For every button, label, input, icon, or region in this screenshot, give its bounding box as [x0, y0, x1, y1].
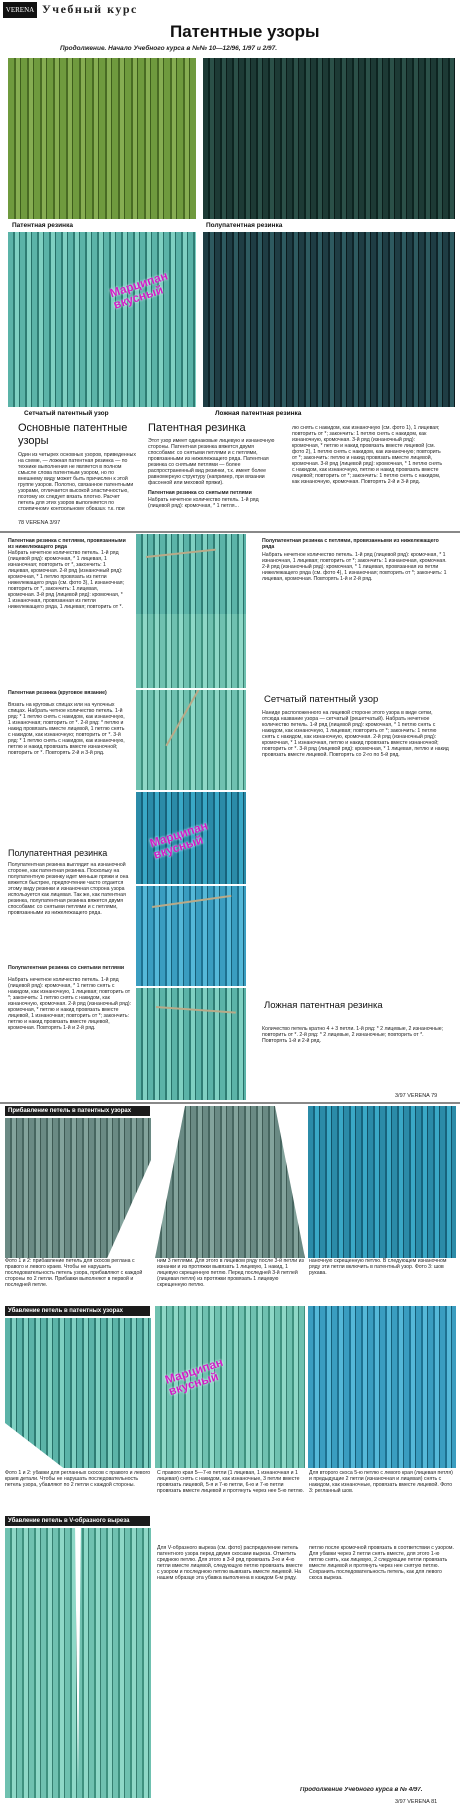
course-label: Учебный курс [42, 2, 138, 16]
add-title: Прибавление петель в патентных узорах [8, 1108, 132, 1114]
v-title-bar [5, 1516, 150, 1526]
photo-half-patent-rib [203, 58, 455, 219]
section-basic-title: Основные патентные узоры [18, 422, 128, 447]
p2-net-body: Наниде расположенного на лицевой стороне этого узора в виде сетки, отсюда название узора — сетчатый (решетчатый). Набрать нечетное количество петель. 1-й ряд (лицевой ряд): кромочная, * 1 петлю снять с накидом, как изнаночную, 1 лицевая; повторить от *; закончить: 1 петлю снять с накидом, как изнаночную, кромочная. 2-й ряд (изнаночный ряд): кромочная, * 1 изнаночная, петлю и накид провязать вместе изнаночной; повторить от *. 3-й ряд (лицевой ряд): кромочная, * 1 лицевая, петлю и накид провязать вместе лицевой. Повторять со 2-го по 5-й ряд. [262, 710, 449, 758]
section-patent-sub-title: Патентная резинка со снятыми петлями [148, 490, 252, 496]
add-title-bar [5, 1106, 150, 1116]
caption-false-patent: Ложная патентная резинка [215, 410, 302, 417]
add-body-1: Фото 1 и 2: прибавление петель для скосов реглана с правого и левого краев. Чтобы не нарушить последовательность петель узора, прибавляют с каждой стороны по 2 петли. Прибавки выполняют в первой и последней петле. [5, 1258, 143, 1288]
photo-4 [136, 690, 246, 790]
photo-dec-3 [308, 1306, 456, 1468]
caption-net-pattern: Сетчатый патентный узор [24, 410, 109, 417]
header-bar [0, 0, 460, 20]
p2-half-body: Полупатентная резинка выглядит на изнаночной стороне, как патентная резинка. Поскольку на полупатентную резинку идет меньше пряжи и она вяжется быстрее, предпочтение часто отдается этому виду резинки и изнаночная сторона узора используется как лицевая. Так же, как патентная резинка, полупатентная резинка вяжется двумя способами: со снятыми петлями и с петлями, провязанными из нижележащего ряда. [8, 862, 129, 916]
p2-patent-loops-body: Набрать нечетное количество петель. 1-й ряд (лицевой ряд): кромочная, * 1 лицевая, 1 изнаночная; повторить от *, закончить: 1 лицевая, кромочная. 2-й ряд (изнаночный ряд): кромочная, * 1 петлю провязать из петли нижележащего ряда (см. фото 3), 1 изнаночная; повторить от *, закончить: 1 лицевая, кромочная. 3-й ряд (лицевой ряд): кромочная, * 1 изнаночная, провязанная из петли нижележащего ряда, 1 лицевая; повторить от *. [8, 550, 124, 610]
dec-title-bar [5, 1306, 150, 1316]
section-patent-sub-body: Набрать нечетное количество петель. 1-й ряд (лицевой ряд): кромочная, * 1 петля... [148, 497, 259, 509]
photo-v-neck [5, 1528, 151, 1798]
section-patent-body: Этот узор имеет одинаковые лицевую и изнаночную стороны. Патентная резинка вяжется двумя способами: со снятыми петлями и с петлями, провязанными из нижележащего ряда. Патентная резинка со снятыми петлями — более распространенный вид резинки, т.к. имеет более равномерную структуру (например, при вязании фасонной или меховой пряжи). [148, 438, 275, 486]
page-divider-1 [0, 531, 460, 533]
page-number-78: 78 VERENA 3/97 [18, 520, 61, 526]
p2-half-title: Полупатентная резинка [8, 848, 108, 858]
page-number-81: 3/97 VERENA 81 [395, 1799, 438, 1805]
add-body-3: наночную скрещенную петлю. В следующем изнаночном ряду эти петли включить в патентный узор. Фото 3: шов рукава. [309, 1258, 447, 1276]
photo-3b [136, 614, 246, 688]
p2-round-title: Патентная резинка (круговое вязание) [8, 690, 107, 696]
caption-patent-rib: Патентная резинка [12, 222, 73, 229]
photo-6 [136, 886, 246, 986]
page-divider-2 [0, 1102, 460, 1104]
v-body-2: петлю после кромочной провязать в соответствии с узором. Для убавки через 2 петли снять вместе, для этого 1-ю петлю снять, как лицевую, 2 следующие петли провязать вместе лицевой и протянуть через нее снятую петлю. Сохранить последовательность петель, как для левого скоса выреза. [309, 1545, 454, 1581]
photo-add-3 [308, 1106, 456, 1258]
p2-patent-loops-title: Патентная резинка с петлями, провязанными из нижележащего ряда [8, 538, 126, 550]
section-patent-title: Патентная резинка [148, 422, 246, 434]
section-patent-continued: лю снять с накидом, как изнаночную (см. фото 1), 1 лицевая; повторить от *; закончить: 1 петлю снять с накидом, как изнаночную, кромочная. 3-й ряд (изнаночный ряд): кромочная, * петлю и накид провязать вместе лицевой (см. фото 2), 1 петлю снять с накидом, как изнаночную; повторить от *; закончить: петлю и накид провязать вместе лицевой, кромочная. 3-й ряд (лицевой ряд): кромочная, * 1 петлю снять с накидом, как изнаночную, петлю и накид провязать вместе лицевой; повторить от *; закончить: 1 петлю снять с накидом, как изнаночную, кромочная. Повторять 2-й и 3-й ряд. [292, 425, 442, 485]
photo-net-pattern [8, 232, 196, 407]
photo-dec-1 [5, 1318, 151, 1468]
photo-patent-rib [8, 58, 196, 219]
p2-false-title: Ложная патентная резинка [264, 1000, 383, 1011]
dec-title: Убавление петель в патентных узорах [8, 1308, 123, 1314]
p2-round-body: Вязать на круговых спицах или на чулочных спицах. Набрать четное количество петель. 1-й ряд: * 1 петлю снять с накидом, как изнаночную, 1 изнаночная; повторить от *. 2-й ряд: * петлю и накид провязать вместе лицевой, 1 петлю снять с накидом, как изнаночную; повторить от *. 3-й ряд: * 1 петлю снять с накидом, как изнаночную, петлю и накид провязать вместе изнаночной; повторить от *. Повторять 2-й и 3-й ряд. [8, 702, 125, 756]
photo-7 [136, 988, 246, 1100]
watermark-2: Марципан вкусный [147, 818, 210, 862]
photo-false-patent [203, 232, 455, 407]
dec-body-2: С правого края 5—7-ю петли (1 лицевая, 1 изнаночная и 1 лицевая) снять с накидом, как изнаночные, 3 петли вместе провязать лицевой, 5-я и 7-ю петли, 6-ю и 7-ю петли провязать вместе лицевой и протянуть через нее 5-ю петлю. [157, 1470, 304, 1494]
page-subtitle: Продолжение. Начало Учебного курса в №№ 10—12/96, 1/97 и 2/97. [60, 45, 278, 52]
p2-false-body: Количество петель кратно 4 + 3 петли. 1-й ряд: * 2 лицевые, 2 изнаночные; повторить от *. 2-й ряд: * 2 лицевые, 2 изнаночные; повторить от *. Повторять 1-й и 2-й ряд. [262, 1026, 444, 1044]
p2-net-title: Сетчатый патентный узор [264, 694, 379, 705]
v-title: Убавление петель в V-образного выреза [8, 1518, 130, 1524]
section-basic-body: Один из четырех основных узоров, приведенных на схеме, — ложная патентная резинка — по технике выполнения не является в полном смысле слова патентным узором, но по внешнему виду может быть причислен к этой группе узоров. Полотно, связанное патентными узорами, отличается высокой эластичностью, поэтому их следует вязать плотно. Расчет петель для этих узоров выполняется по стрипичному контрольному образцу, т.к. при [18, 452, 136, 510]
watermark-1: Марципан вкусный [107, 268, 170, 312]
caption-half-patent-rib: Полупатентная резинка [206, 222, 283, 229]
p2-half-loops-title: Полупатентная резинка с петлями, провязанными из нижележащего ряда [262, 538, 439, 550]
page-title: Патентные узоры [170, 22, 320, 41]
p2-half-loops-body: Набрать нечетное количество петель. 1-й ряд (лицевой ряд): кромочная, * 1 изнаночная, 1 лицевая; повторить от *; закончить: 1 изнаночная, кромочная. 2-й ряд (изнаночный ряд): кромочная, * 1 лицевая, провязанная из петли нижележащего ряда (см. фото 4), 1 изнаночная; повторить от *; закончить: 1 лицевая, кромочная. Повторять 1-й и 2-й ряд. [262, 552, 447, 582]
watermark-3: Марципан вкусный [163, 1354, 225, 1399]
dec-body-1: Фото 1 и 2: убавки для регланных скосов с правого и левого краев детали. Чтобы не нарушать последовательность петель узора, убавляют по 2 петли с каждой стороны. [5, 1470, 151, 1488]
continue-note: Продолжение Учебного курса в № 4/97. [300, 1787, 423, 1793]
p2-half2-body: Набрать нечетное количество петель. 1-й ряд (лицевой ряд): кромочная, * 1 петлю снять с накидом, как изнаночную, 1 лицевая; повторить от *; закончить: 1 петлю снять с накидом, как изнаночную, кромочная. 2-й ряд (изнаночный ряд): кромочная, * петлю и накид провязать вместе лицевой, 1 изнаночная; повторить от *; закончить: петлю и накид провязать вместе лицевой, кромочная. Повторять 1-й и 2-й ряд. [8, 977, 132, 1031]
page-number-79: 3/97 VERENA 79 [395, 1093, 438, 1099]
add-body-2: ним 3 петлями. Для этого в лицевом ряду после 3-й петли из изнанки и из протяжки вывязать 1 лицевую, 1 накид, 1 лицевую скрещенную петлю. Перед последней 3-й петлей (лицевая петля) из протяжки провязать 1 лицевую скрещенную петлю. [157, 1258, 304, 1288]
dec-body-3: Для второго скоса 5-ю петлю с левого края (лицевая петля) и предыдущие 2 петли (изнаночная и лицевая) снять с накидом, как изнаночные, провязать вместе лицевой. Фото 3: регланный шов. [309, 1470, 453, 1494]
brand-logo: VERENA [3, 2, 37, 18]
v-body-1: Для V-образного выреза (см. фото) распределение петель патентного узора перед двумя скосами выреза. Отметить среднюю петлю. Для этого в 3-й ряд провязать 3-ю и 4-ю петли вместе лицевой, следующую петлю провязать вместе с узором и последнюю петлю вывязать вместе лицевой. На нашем образце эта убавка выполнена в каждом 6-м ряду. [157, 1545, 303, 1581]
photo-3 [136, 534, 246, 614]
p2-half2-title: Полупатентная резинка со снятыми петлями [8, 965, 125, 971]
photo-add-1 [5, 1118, 151, 1258]
photo-add-2 [155, 1106, 305, 1258]
